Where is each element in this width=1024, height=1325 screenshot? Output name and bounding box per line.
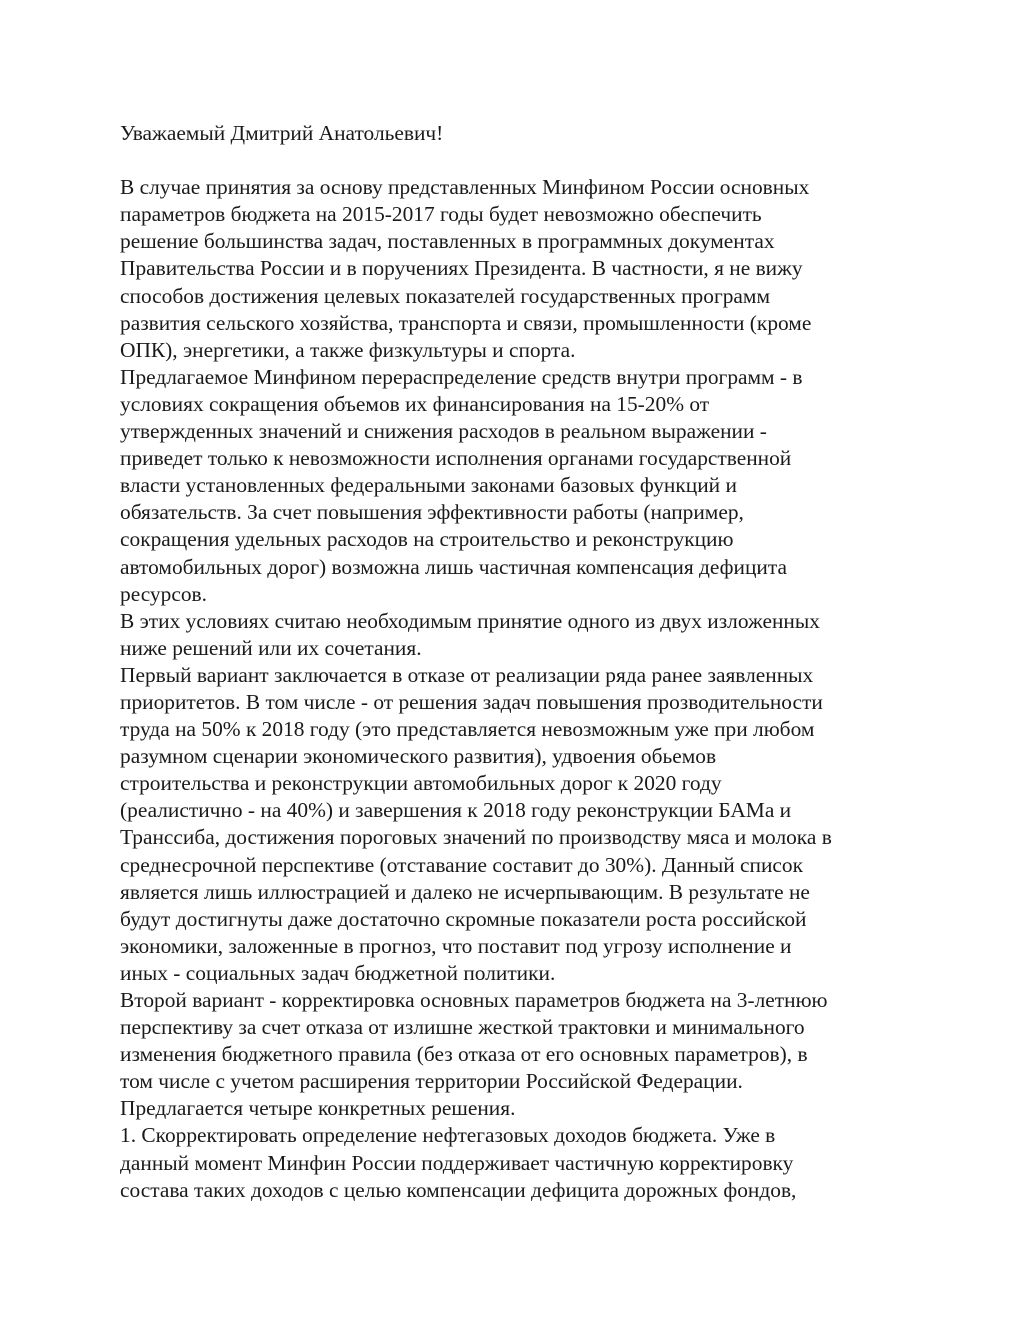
text-line: данный момент Минфин России поддерживает частичную корректировку [120, 1150, 794, 1175]
text-line: Транссиба, достижения пороговых значений по производству мяса и молока в [120, 825, 832, 850]
paragraph-spacer [120, 147, 920, 174]
text-line: сокращения удельных расходов на строительство и реконструкцию [120, 527, 734, 552]
text-line: перспективу за счет отказа от излишне жесткой трактовки и минимального [120, 1015, 805, 1040]
text-line: иных - социальных задач бюджетной политики. [120, 960, 556, 985]
text-line: является лишь иллюстрацией и далеко не исчерпывающим. В результате не [120, 879, 810, 904]
salutation: Уважаемый Дмитрий Анатольевич! [120, 121, 444, 145]
text-line: труда на 50% к 2018 году (это представляется невозможным уже при любом [120, 717, 815, 742]
text-line: строительства и реконструкции автомобильных дорог к 2020 году [120, 771, 722, 796]
text-line: автомобильных дорог) возможна лишь частичная компенсация дефицита [120, 554, 787, 579]
text-line: ресурсов. [120, 581, 207, 606]
text-line: том числе с учетом расширения территории Российской Федерации. [120, 1069, 743, 1094]
text-line: способов достижения целевых показателей государственных программ [120, 283, 770, 308]
text-line: ниже решений или их сочетания. [120, 635, 422, 660]
text-line: В этих условиях считаю необходимым принятие одного из двух изложенных [120, 608, 820, 633]
text-line: параметров бюджета на 2015-2017 годы будет невозможно обеспечить [120, 202, 762, 227]
text-line: 1. Скорректировать определение нефтегазовых доходов бюджета. Уже в [120, 1123, 776, 1148]
text-line: состава таких доходов с целью компенсации дефицита дорожных фондов, [120, 1177, 797, 1202]
text-line: условиях сокращения объемов их финансирования на 15-20% от [120, 391, 710, 416]
text-line: экономики, заложенные в прогноз, что поставит под угрозу исполнение и [120, 933, 792, 958]
text-line: власти установленных федеральными законами базовых функций и [120, 473, 737, 498]
text-line: Первый вариант заключается в отказе от реализации ряда ранее заявленных [120, 662, 814, 687]
text-line: среднесрочной перспективе (отставание составит до 30%). Данный список [120, 852, 804, 877]
text-line: изменения бюджетного правила (без отказа от его основных параметров), в [120, 1042, 808, 1067]
text-line: решение большинства задач, поставленных в программных документах [120, 229, 775, 254]
text-line: утвержденных значений и снижения расходов в реальном выражении - [120, 419, 767, 444]
letter-body [120, 120, 920, 1204]
text-line: будут достигнуты даже достаточно скромные показатели роста российской [120, 906, 807, 931]
text-line: разумном сценарии экономического развития), удвоения обьемов [120, 744, 717, 769]
text-line: В случае принятия за основу представленных Минфином России основных [120, 175, 810, 200]
text-line: приведет только к невозможности исполнения органами государственной [120, 446, 792, 471]
text-line: приоритетов. В том числе - от решения задач повышения прозводительности [120, 689, 823, 714]
text-line: развития сельского хозяйства, транспорта и связи, промышленности (кроме [120, 310, 812, 335]
text-line: (реалистично - на 40%) и завершения к 2018 году реконструкции БАМа и [120, 798, 792, 823]
text-line: Предлагается четыре конкретных решения. [120, 1096, 516, 1121]
text-line: Второй вариант - корректировка основных параметров бюджета на 3-летнюю [120, 988, 828, 1012]
text-line: ОПК), энергетики, а также физкультуры и спорта. [120, 337, 576, 362]
text-line: Предлагаемое Минфином перераспределение средств внутри программ - в [120, 364, 803, 389]
text-line: Правительства России и в поручениях Президента. В частности, я не вижу [120, 256, 803, 281]
letter-text [120, 174, 920, 1204]
text-line: обязательств. За счет повышения эффективности работы (например, [120, 500, 744, 525]
